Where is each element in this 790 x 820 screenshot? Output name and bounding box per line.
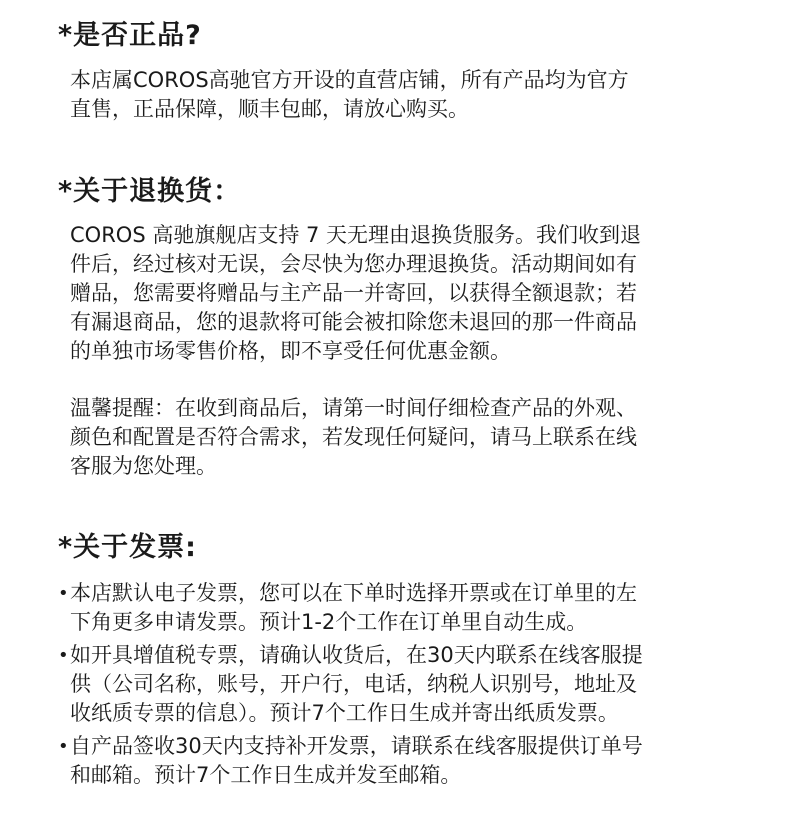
genuine-section-title: *是否正品? (58, 20, 202, 51)
invoice-item (58, 641, 728, 728)
invoice-item (58, 579, 728, 637)
invoice-item-text: 自产品签收30天内支持补开发票，请联系在线客服提供订单号 和邮箱。预计7个工作日生成并发至邮箱。 (70, 734, 643, 787)
invoice-item (58, 732, 728, 790)
bullet-icon: • (58, 645, 69, 666)
invoice-bullet-list (58, 579, 728, 794)
bullet-icon: • (58, 583, 69, 604)
invoice-item-text: 如开具增值税专票，请确认收货后，在30天内联系在线客服提 供（公司名称，账号，开户行，电话，纳税人识别号，地址及 收纸质专票的信息）。预计7个工作日生成并寄出纸质发票。 (70, 643, 643, 725)
returns-reminder: 温馨提醒：在收到商品后，请第一时间仔细检查产品的外观、 颜色和配置是否符合需求，若发现任何疑问，请马上联系在线 客服为您处理。 (70, 396, 637, 478)
bullet-icon: • (58, 736, 69, 757)
genuine-section-body: 本店属COROS高驰官方开设的直营店铺，所有产品均为官方 直售，正品保障，顺丰包邮，请放心购买。 (70, 68, 629, 121)
invoice-section-title: *关于发票: (58, 532, 197, 563)
returns-section-title: *关于退换货： (58, 176, 242, 207)
invoice-item-text: 本店默认电子发票，您可以在下单时选择开票或在订单里的左 下角更多申请发票。预计1-2个工作在订单里自动生成。 (70, 581, 637, 634)
returns-section-body: COROS 高驰旗舰店支持 7 天无理由退换货服务。我们收到退 件后，经过核对无误，会尽快为您办理退换货。活动期间如有 赠品，您需要将赠品与主产品一并寄回，以获得全额退款；若 有漏退商品，您的退款将可能会被扣除您未退回的那一件商品 的单独市场零售价格，即不享受任何优惠金额。 (70, 223, 642, 363)
